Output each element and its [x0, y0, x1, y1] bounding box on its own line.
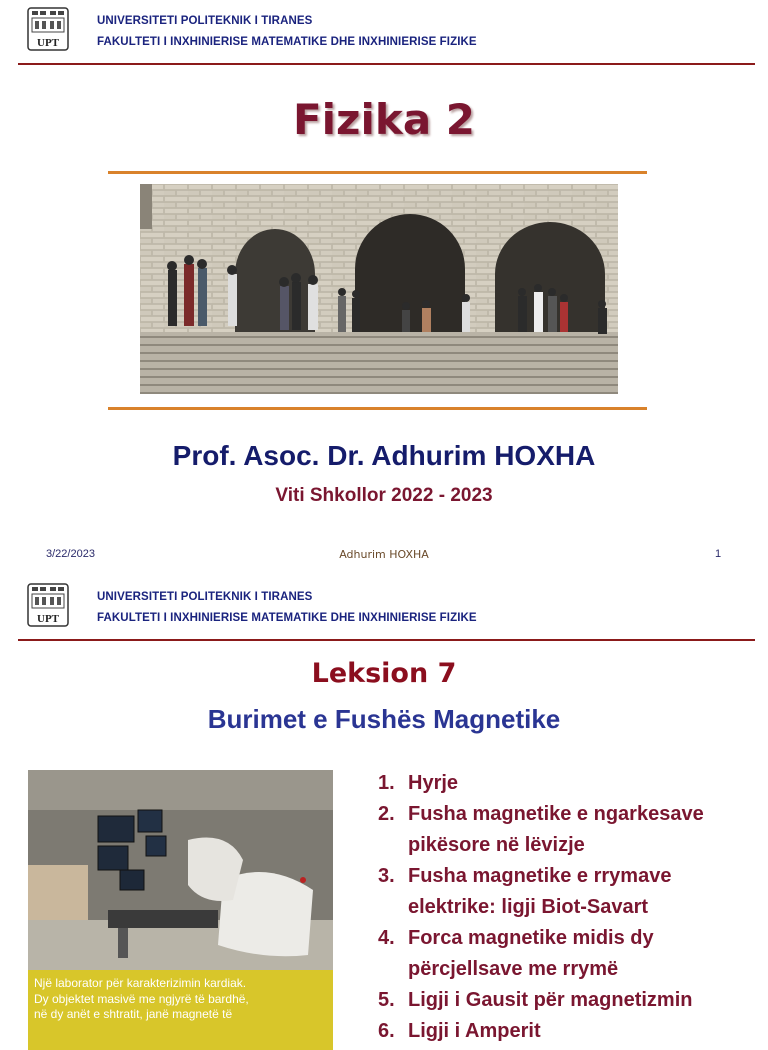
course-title: Fizika 2 [292, 95, 476, 144]
outline-item [378, 1016, 748, 1047]
university-name: UNIVERSITETI POLITEKNIK I TIRANES [97, 15, 313, 27]
professor-name: Prof. Asoc. Dr. Adhurim HOXHA [172, 440, 596, 471]
caption-line: në dy anët e shtratit, janë magnetë të [34, 1007, 233, 1021]
outline-item [378, 768, 748, 799]
footer-date: 3/22/2023 [46, 548, 95, 560]
outline-item-number: 6. [378, 1020, 395, 1042]
footer-author: Adhurim HOXHA [339, 548, 429, 561]
outline-item-text: pikësore në lëvizje [408, 834, 585, 856]
lesson-title: Burimet e Fushës Magnetike [207, 704, 561, 734]
outline-item-text: Fusha magnetike e ngarkesave [408, 803, 704, 825]
academic-year: Viti Shkollor 2022 - 2023 [275, 485, 493, 506]
university-logo [26, 582, 70, 628]
university-name: UNIVERSITETI POLITEKNIK I TIRANES [97, 591, 313, 603]
outline-item [378, 861, 748, 923]
outline-item-number: 3. [378, 865, 395, 887]
slide-2 [0, 576, 768, 1042]
lesson-outline [378, 768, 748, 1047]
outline-item-number: 4. [378, 927, 395, 949]
header-divider [18, 63, 755, 65]
outline-item-text: Forca magnetike midis dy [408, 927, 654, 949]
outline-item-text: Ligji i Gausit për magnetizmin [408, 989, 693, 1011]
header-divider [18, 639, 755, 641]
outline-item-number: 1. [378, 772, 395, 794]
logo-text: UPT [37, 37, 59, 49]
footer-page-number: 1 [715, 548, 722, 560]
caption-line: Dy objektet masivë me ngjyrë të bardhë, [34, 991, 249, 1006]
title-divider-top [108, 171, 647, 174]
outline-item [378, 923, 748, 985]
outline-item-text: Fusha magnetike e rrymave [408, 865, 672, 887]
university-logo [26, 6, 70, 52]
faculty-name: FAKULTETI I INXHINIERISE MATEMATIKE DHE INXHINIERISE FIZIKE [97, 612, 477, 624]
cardiac-lab-photo [28, 770, 333, 970]
outline-item [378, 985, 748, 1016]
campus-photo [140, 184, 618, 394]
outline-item-text: përcjellsave me rrymë [408, 958, 619, 980]
logo-text: UPT [37, 613, 59, 625]
outline-item [378, 799, 748, 861]
lesson-number: Leksion 7 [311, 658, 457, 689]
title-divider-bottom [108, 407, 647, 410]
outline-item-text: Hyrje [408, 772, 459, 794]
caption-line: Një laborator për karakterizimin kardiak. [34, 976, 247, 990]
outline-item-text: Ligji i Amperit [408, 1020, 541, 1042]
outline-item-number: 5. [378, 989, 395, 1011]
photo-caption [28, 970, 333, 1050]
outline-item-number: 2. [378, 803, 395, 825]
outline-item-text: elektrike: ligji Biot-Savart [408, 896, 649, 918]
faculty-name: FAKULTETI I INXHINIERISE MATEMATIKE DHE INXHINIERISE FIZIKE [97, 36, 477, 48]
